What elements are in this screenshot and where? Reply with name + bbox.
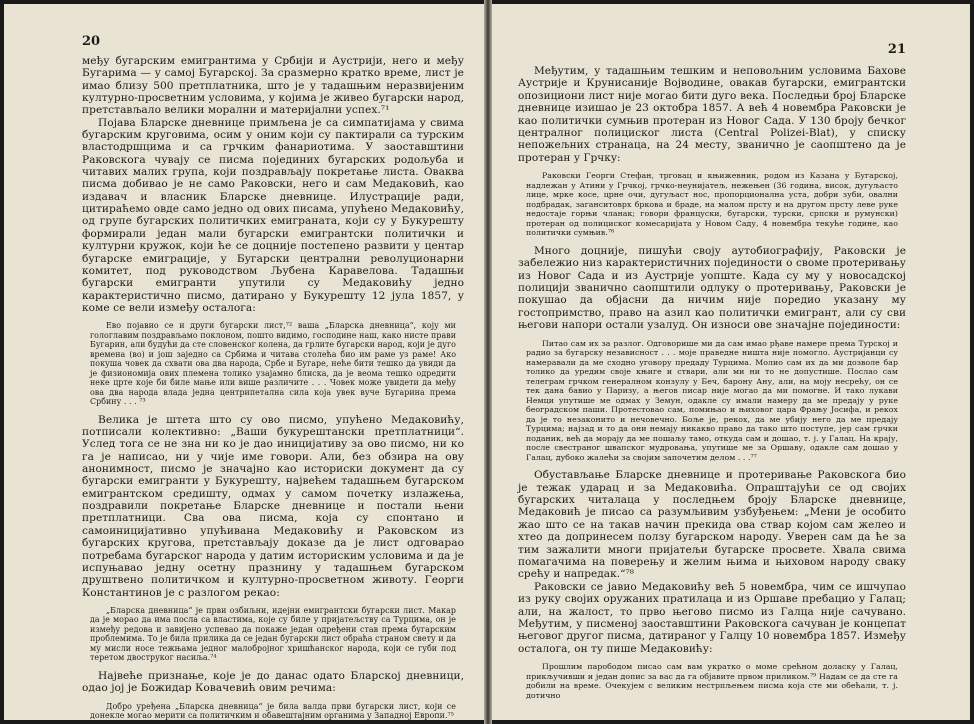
paragraph: Раковски се јавио Медаковићу већ 5 новембра, чим се ишчупао из руку својих оружаних пратилаца и из Оршаве пребацио у Галац; али, на жалост, то прво његово писмо из Галца није сачувано. Међутим, у писменој заоставштини Раковскога сачуван је концепат његовог другог писма, датираног у Галцу 10 новембра 1857. Између осталога, он ту пише Медаковићу:: [518, 580, 906, 655]
paragraph: Обустављање Бларске дневнице и протеривање Раковскога био је тежак ударац и за Медаковића. Опраштајући се од својих бугарских читалаца у последњем броју Бларске дневнице, Медаковић је писао са разумљивим узбуђењем: „Мени је особито жао што се на такав начин прекида ова ствар којом сам желео и хтео да допринесем ползу бугарском народу. Уверен сам да ће за тим зажалити многи пријатељи бугарске просвете. Хвала свима помагачима на поверењу и желим њима и њиховом народу сваку срећу и напредак.“⁷⁸: [518, 469, 906, 581]
page-number: 21: [887, 42, 906, 57]
paragraph: Велика је штета што су ово писмо, упућено Медаковићу, потписали колективно: „Ваши букурештански претплатници“. Услед тога се не зна ни ко је дао иницијативу за ово писмо, ни ко га је написао, ни у чије име говори. Али, без обзира на ову анонимност, писмо је значајно као историски документ да су бугарски емигранти у Букурешту, највећем тадашњем бугарском емигрантском средишту, одмах у самом почетку излажења, поздравили покретање Бларске дневнице и постали њени претплатници. Сва ова писма, која су спонтано и самоиницијативно упућивана Медаковићу и Раковском из бугарских кругова, претстављају доказе да је лист одговарао потребама бугарског народа у датим историским условима и да је испуњавао једну осетну празнину у тадашњем бугарском друштвено политичком и културно-просветном животу. Георги Константинов је с разлогом рекао:: [82, 413, 464, 599]
quote-text: Питао сам их за разлог. Одговорише ми да сам имао рђаве намере према Турској и радио за бугарску независност . . . моје праведне ништа није помогло. Аустријанци су намеравали да ме сходно уговору предаду Турцима. Молио сам их да ми дозволе бар толико да уредим своје књиге и ствари, али ми ни то не допустише. Послао сам телеграм грчком генералном конзулу у Беч, барону Ану, али, на моју несрећу, он се тек дана бавио у Паризу, а његов писар није могао да ми помогне. И тако лукави Немци упутише ме одмах у Земун, одакле су имали намеру да ме предају у руке београдском паши. Протестовао сам, помињао и њиховог цара Фрању Јосифа, и рекох да је то незаконито и нечовечно. Боље је, рекох, да ме убију него да ме предају Турцима; најзад и то да они немају никакво право да тако што поступе, јер сам грчки поданик, већ да морају да ме пошаљу тамо, откуда сам и дошао, т. ј. у Галац. На крају, после свестраног швапског мудровања, упутише ме за Оршаву, одакле сам дошао у Галац, дубоко жалећи за својим започетим делом . . .⁷⁷: [526, 338, 898, 462]
quote-text: Ево појавио се и други бугарски лист,⁷² ваша „Бларска дневница“, коју ми гологлавим поздрављамо поклоном, пошто видимо, господине наш, како нисте прави Бугарин, али будући да сте словенског колена, да грлите бугарски народ, који је дуго времена (во) и још заједно са Србима и читава столећа био им раме уз раме! Ако покуша човек да схвати ова два народа, Србе и Бугаре, неће бити тешко да увиди да је физиономија ових племена толико узајамно блиска, да је веома тешко одредити неке црте које би биле мање или више различите . . . Човек може увидети да међу ова два народа влада једна центрипетална сила која увек вуче Бугарина према Србину . . . ⁷³: [90, 321, 456, 407]
paragraph: Појава Бларске дневнице примљена је са симпатијама у свима бугарским круговима, осим у оним који су пактирали са турским властодршцима и са грчким фанариотима. У заоставштини Раковскога чувају се писма појединих бугарских родољуба и читавих малих група, који поздрављају покретање листа. Оваква писма добивао је не само Раковски, него и сам Медаковић, као издавач и власник Бларске дневнице. Илустрације ради, цитираћемо овде само једно од ових писама, упућено Медаковићу, од групе бугарских политичких емиграната, који су у Букурешту формирали један мали бугарски емигрантски политички и културни кружок, који ће се доцније постепено развити у центар бугарске емиграције, у Бугарски централни револуционарни комитет, под руководством Љубена Каравелова. Тадашњи бугарски емигранти упутили су Медаковићу једно карактеристично писмо, датирано у Букурешту 12 јула 1857, у коме се вели између осталога:: [82, 116, 464, 314]
block-quote: [82, 702, 464, 720]
page-number: 20: [82, 34, 101, 49]
block-quote: [518, 171, 906, 238]
quote-text: Раковски Георги Стефан, трговац и књижевник, родом из Казана у Бугарској, надлежан у Атини у Грчкој, грчко-неуниjaтељ, нежењен (36 година, висок, дугуљасто лице, мрке косе, црне очи, дугуљаст нос, пропорционална уста, добри зуби, овални подбрадак, заганситоврх бркова и браде, на малом прсту и на другом прсту леве руке недостаје горњи чланак; говори француски, бугарски, турски, српски и румунски) протеран од полициског комесаријата у Новом Саду, 4 новембра текуће године, као политички сумњив.⁷⁶: [526, 171, 898, 238]
quote-text: Прошлим парободом писао сам вам укратко о моме срећном доласку у Галац, прикључивши и један допис за вас да га објавите првом приликом.⁷⁹ Надам се да сте га добили на време. Очекујем с великим нестрпљењем писма која сте ми обећали, т. ј. дотично: [526, 662, 898, 700]
paragraph: међу бугарским емигрантима у Србији и Аустрији, него и међу Бугарима — у самој Бугарској. За сразмерно кратко време, лист је имао близу 500 претплатника, што је у тадашњим неразвијеним културно-просветним условима, у којима је живео бугарски народ, претстављало велики морални и материјални успех.⁷¹: [82, 55, 464, 117]
paragraph: Највеће признање, које је до данас одато Бларској дневници, одао јој је Божидар Ковачевић овим речима:: [82, 669, 464, 695]
book-gutter: [484, 0, 492, 724]
quote-text: „Бларска дневница“ је први озбиљни, идејни емигрантски бугарски лист. Макар да је морао да има посла са властима, које су биле у пријатељству са Турцима, он је између редова и завијено успевао да покаже један одређени став према бугарским проблемима. То је била прилика да се један бугарски лист обраћа страном свету и да му мисли носе тежњама једног малобројног хришћанског народа, који се губи под теретом двоструког насиља.⁷⁴: [90, 605, 456, 663]
paragraph: Међутим, у тадашњим тешким и неповољним условима Бахове Аустрије и Крунисаније Војводине, овакав бугарски, емигрантски опозициони лист није могао бити дуго века. Последњи број Бларске дневнице изишао је 23 октобра 1857. А већ 4 новембра Раковски је као политички сумњив протеран из Новог Сада. У 130 броју бечког централног полициског листа (Central Polizei-Blat), у списку непожељних странаца, на 24 месту, званично је саопштено да је протеран у Грчку:: [518, 65, 906, 164]
paragraph: Много доцније, пишући своју аутобиографију, Раковски је забележио низ карактеристичних појединости о своме протеривању из Новог Сада и из Аустрије уопште. Када су му у новосадској полицији званично саопштили одлуку о протеривању, Раковски је покушао да објасни да ничим није поредио указану му гостопримство, право на азил као политички емигрант, али су сви његови напори остали узалуд. Он износи ове значајне појединости:: [518, 244, 906, 332]
quote-text: Добро уређена „Бларска дневница“ је била валда први бугарски лист, који се донекле могао мерити са политичким и обавештајним органима у Западној Европи.⁷⁵: [90, 701, 456, 720]
block-quote: [518, 339, 906, 463]
block-quote: [518, 662, 906, 700]
left-page: [4, 4, 484, 720]
block-quote: [82, 606, 464, 663]
block-quote: [82, 321, 464, 407]
right-page: [492, 4, 970, 720]
